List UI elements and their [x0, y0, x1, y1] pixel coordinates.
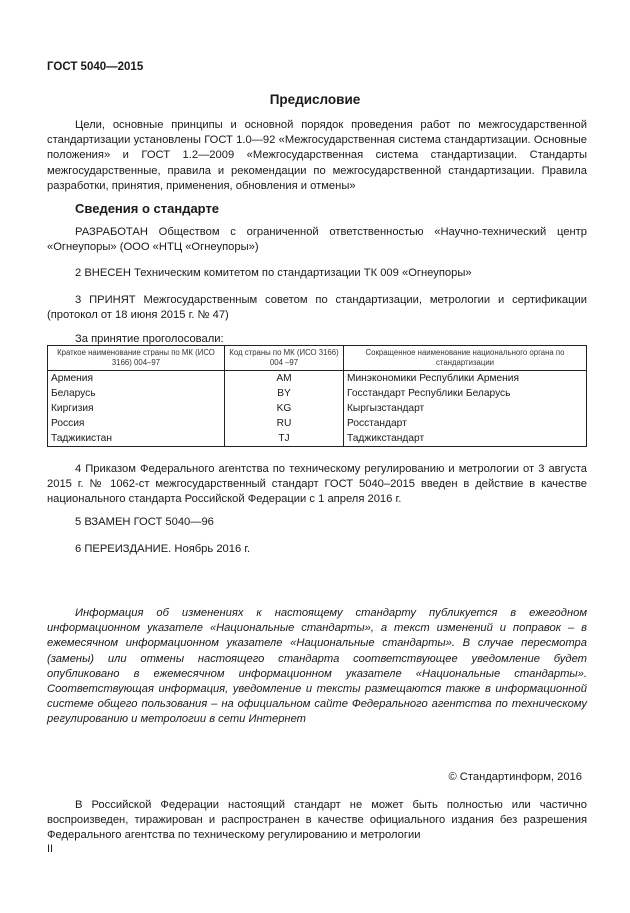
standard-code: ГОСТ 5040—2015 [47, 61, 144, 73]
legal-notice [47, 798, 587, 844]
item-introduced-text: 2 ВНЕСЕН Техническим комитетом по стандартизации ТК 009 «Огнеупоры» [75, 267, 472, 279]
country-cell: Беларусь [48, 386, 225, 401]
item-adopted [47, 293, 587, 323]
item-order [47, 462, 587, 508]
item-developed-text: РАЗРАБОТАН Обществом с ограниченной ответственностью «Научно-технический центр «Огнеупоры» (ООО «НТЦ «Огнеупоры») [47, 226, 587, 254]
country-cell: Армения [48, 371, 225, 387]
national-body-cell: Госстандарт Республики Беларусь [344, 386, 587, 401]
national-body-cell: Росстандарт [344, 416, 587, 431]
column-header: Сокращенное наименование национального органа по стандартизации [344, 346, 587, 371]
item-reissue [47, 542, 587, 557]
table-row [48, 386, 587, 401]
item-replaces-text: 5 ВЗАМЕН ГОСТ 5040—96 [75, 516, 214, 528]
table-row [48, 416, 587, 431]
changes-notice-text: Информация об изменениях к настоящему стандарту публикуется в ежегодном информационном указателе «Национальные стандарты», а текст изменений и поправок – в ежемесячном информационном указателе «Национальные стандарты». В случае пересмотра (замены) или отмены настоящего стандарта соответствующее уведомление будет опубликовано в ежемесячном информационном указателе «Национальные стандарты». Соответствующая информация, уведомление и тексты размещаются также в информационной системе общего пользования – на официальном сайте Федерального агентства по техническому регулированию и метрологии в сети Интернет [47, 607, 587, 726]
country-code-cell: RU [225, 416, 344, 431]
item-order-text: 4 Приказом Федерального агентства по техническому регулированию и метрологии от 3 августа 2015 г. № 1062-ст межгосударственный стандарт ГОСТ 5040–2015 введен в действие в качестве национального стандарта Российской Федерации с 1 апреля 2016 г. [47, 463, 587, 506]
country-cell: Россия [48, 416, 225, 431]
national-body-cell: Таджикстандарт [344, 431, 587, 447]
table-row [48, 431, 587, 447]
voting-table [47, 345, 587, 447]
table-caption: За принятие проголосовали: [75, 333, 224, 345]
table-header-row [48, 346, 587, 371]
foreword-paragraph [47, 118, 587, 194]
national-body-cell: Минэкономики Республики Армения [344, 371, 587, 387]
country-code-cell: AM [225, 371, 344, 387]
standard-info-title: Сведения о стандарте [75, 201, 220, 216]
country-code-cell: KG [225, 401, 344, 416]
copyright: © Стандартинформ, 2016 [448, 771, 582, 783]
foreword-text: Цели, основные принципы и основной порядок проведения работ по межгосударственной стандартизации установлены ГОСТ 1.0—92 «Межгосударственная система стандартизации. Основные положения» и ГОСТ 1.2—2009 «Межгосударственная система стандартизации. Стандарты межгосударственные, правила и рекомендации по межгосударственной стандартизации. Правила разработки, принятия, применения, обновления и отмены» [47, 119, 587, 192]
country-code-cell: TJ [225, 431, 344, 447]
item-replaces [47, 515, 587, 530]
table-row [48, 401, 587, 416]
page-number: II [47, 843, 54, 855]
foreword-title: Предисловие [269, 92, 361, 107]
changes-notice [47, 606, 587, 728]
item-introduced [47, 266, 587, 281]
country-cell: Таджикистан [48, 431, 225, 447]
column-header: Краткое наименование страны по МК (ИСО 3166) 004–97 [48, 346, 225, 371]
country-code-cell: BY [225, 386, 344, 401]
country-cell: Киргизия [48, 401, 225, 416]
item-developed [47, 225, 587, 255]
column-header: Код страны по МК (ИСО 3166) 004 –97 [225, 346, 344, 371]
item-adopted-text: 3 ПРИНЯТ Межгосударственным советом по стандартизации, метрологии и сертификации (протокол от 18 июня 2015 г. № 47) [47, 294, 587, 322]
table-row [48, 371, 587, 387]
legal-notice-text: В Российской Федерации настоящий стандарт не может быть полностью или частично воспроизведен, тиражирован и распространен в качестве официального издания без разрешения Федерального агентства по техническому регулированию и метрологии [47, 799, 587, 842]
item-reissue-text: 6 ПЕРЕИЗДАНИЕ. Ноябрь 2016 г. [75, 543, 251, 555]
national-body-cell: Кыргызстандарт [344, 401, 587, 416]
